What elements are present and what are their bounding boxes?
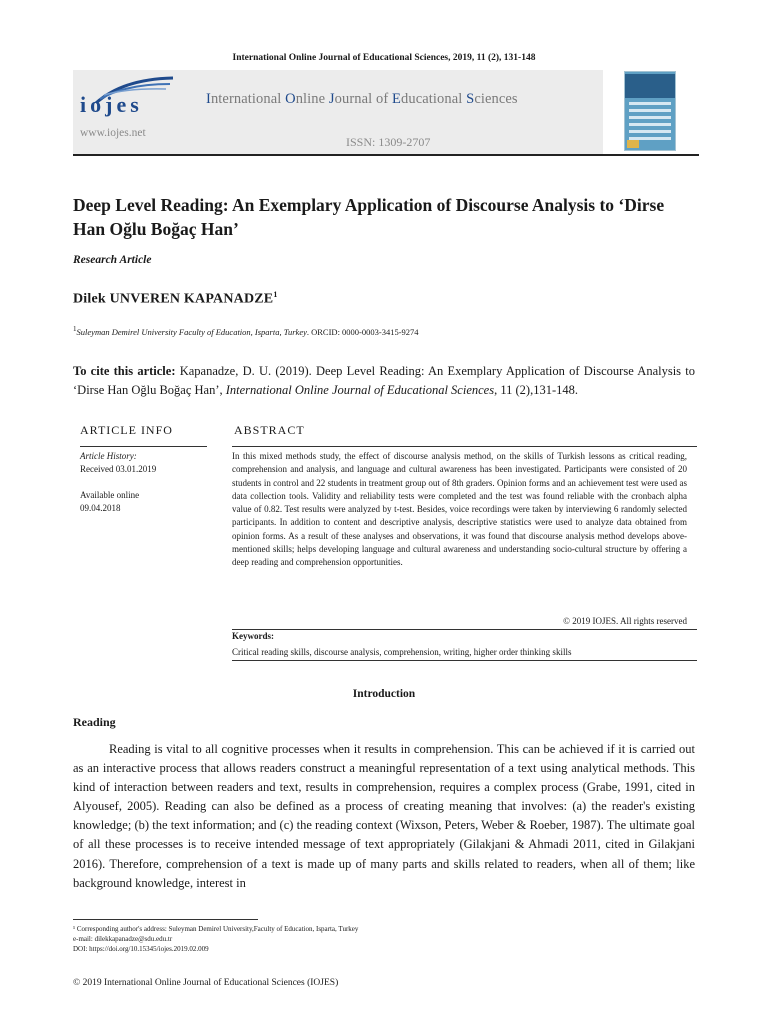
journal-logo-text: iojes (80, 92, 143, 117)
article-type: Research Article (73, 254, 152, 266)
keywords-list: Critical reading skills, discourse analysis, comprehension, writing, higher order thinking skills (232, 647, 572, 657)
keywords-label: Keywords: (232, 631, 274, 641)
subsection-heading-reading: Reading (73, 715, 116, 729)
article-history: Article History: Received 03.01.2019 Available online 09.04.2018 (80, 451, 157, 513)
abstract-text: In this mixed methods study, the effect of discourse analysis method, on the skills of Turkish lessons as critical reading, comprehension and analysis, and language and cultural awareness has been investigated. Participants were consisted of 20 students in control and 22 students in treatment group out of 8th graders. Opinion forms and an achievement test were used as data collection tools. Validity and reliability tests were completed and the test was found reliable with the cronbach alpha value of 0.82. Test results were analyzed by t-test. Besides, voice recordings were taken by interviewing 6 randomly selected participants. In addition to content and descriptive analysis, descriptive statistics were used to analyze data obtained from opinion forms. As a result of these analyses and observations, it was found that discourse analysis method develops above-mentioned skills; helps developing language and cultural awareness and understanding socio-cultural structure by offering a deep reading and comprehension opportunities. (232, 451, 687, 568)
journal-name: International Online Journal of Educational Sciences (206, 91, 518, 107)
citation-block: To cite this article: Kapanadze, D. U. (2019). Deep Level Reading: An Exemplary Application of Discourse Analysis to ‘Dirse Han Oğlu Boğaç Han’, International Online Journal of Educational Sciences, 11 (2),131-148. (73, 364, 695, 397)
section-heading-introduction: Introduction (352, 688, 416, 700)
body-paragraph: Reading is vital to all cognitive processes when it results in comprehension. This can be achieved if it is carried out as an interactive process that allows readers construct a meaningful representation of a text using analytical methods. This kind of interaction between readers and text, results in comprehension, requires a complex process (Grabe, 1991, cited in Alyousef, 2005). Reading can also be defined as a process of creating meaning that involves: (a) the reader's existing knowledge; (b) the text information; and (c) the reading context (Wixson, Peters, Weber & Roeber, 1987). The ultimate goal of all these processes is to receive intended message of text appropriately (Gilakjani & Ahmadi 2011, cited in Gilakjani 2016). Therefore, comprehension of a text is made up of many parts and skills related to readers, when all of them; like background knowledge, interest in (73, 742, 695, 890)
divider (232, 660, 697, 661)
journal-url[interactable]: www.iojes.net (80, 127, 146, 139)
page-footer: © 2019 International Online Journal of Educational Sciences (IOJES) (73, 978, 339, 988)
author-affiliation: $^1$Suleyman Demirel University Faculty of Education, Isparta, Turkey. ORCID: 0000-0003-3415-9274 (73, 325, 419, 337)
divider (80, 446, 207, 447)
abstract-copyright: © 2019 IOJES. All rights reserved (563, 616, 687, 626)
abstract-heading: ABSTRACT (234, 423, 305, 437)
article-info-heading: ARTICLE INFO (80, 423, 173, 437)
journal-cover-thumbnail (624, 71, 676, 151)
footnotes: ¹ Corresponding author's address: Suleyman Demirel University,Faculty of Education, Isparta, Turkey e-mail: dilekkapanadze@sdu.edu.tr DOI: https://doi.org/10.15345/iojes.2019.02.009 (73, 925, 359, 953)
divider (232, 629, 697, 630)
footnote-rule (73, 919, 258, 920)
article-title: Deep Level Reading: An Exemplary Application of Discourse Analysis to ‘Dirse Han Oğlu Boğaç Han’ (73, 195, 665, 239)
header-rule (73, 154, 699, 156)
author-name: Dilek UNVEREN KAPANADZE$^1$ (73, 290, 278, 307)
divider (232, 446, 697, 447)
issn: ISSN: 1309-2707 (346, 135, 431, 149)
running-head: International Online Journal of Educational Sciences, 2019, 11 (2), 131-148 (232, 53, 536, 63)
